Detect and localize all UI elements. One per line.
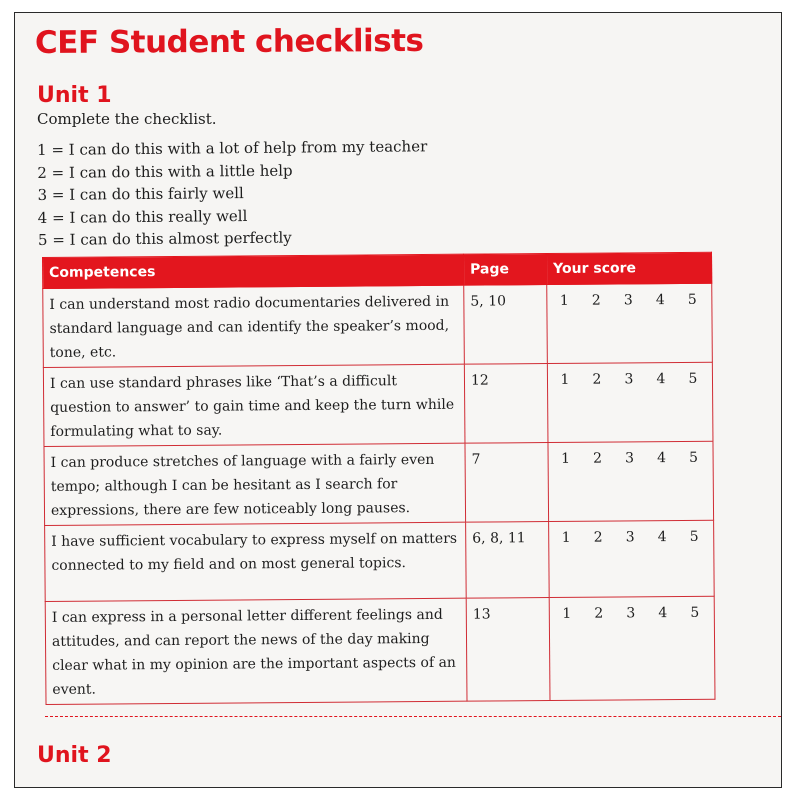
score-option[interactable]: 5 bbox=[690, 604, 700, 621]
header-competences: Competences bbox=[43, 254, 464, 288]
score-option[interactable]: 3 bbox=[626, 605, 636, 622]
checklist-table-wrapper bbox=[42, 252, 715, 705]
score-cell bbox=[548, 441, 714, 521]
score-option[interactable]: 4 bbox=[657, 450, 667, 467]
score-option[interactable]: 2 bbox=[593, 450, 603, 467]
competence-cell: I can express in a personal letter different feelings and attitudes, and can report the news of the day making clear what in my opinion are the important aspects of an event. bbox=[45, 598, 467, 704]
score-option[interactable]: 2 bbox=[591, 292, 601, 309]
score-option[interactable]: 4 bbox=[657, 529, 667, 546]
score-cell bbox=[549, 520, 715, 597]
score-option[interactable]: 3 bbox=[625, 529, 635, 546]
score-option[interactable]: 1 bbox=[560, 371, 570, 388]
table-row bbox=[43, 362, 713, 446]
page-title: CEF Student checklists bbox=[34, 22, 424, 61]
score-option[interactable]: 1 bbox=[561, 529, 571, 546]
header-page: Page bbox=[463, 254, 546, 286]
unit-2-heading: Unit 2 bbox=[37, 743, 112, 768]
score-option[interactable]: 4 bbox=[658, 605, 668, 622]
competence-cell: I can understand most radio documentaries delivered in standard language and can identify the speaker’s mood, tone, etc. bbox=[43, 285, 465, 367]
competence-cell: I can use standard phrases like ‘That’s a difficult question to answer’ to gain time and keep the turn while formulating what to say. bbox=[43, 364, 465, 446]
header-score: Your score bbox=[546, 252, 711, 284]
score-option[interactable]: 5 bbox=[687, 291, 697, 308]
score-cell bbox=[547, 362, 713, 442]
score-option[interactable]: 3 bbox=[624, 371, 634, 388]
score-option[interactable]: 3 bbox=[623, 292, 633, 309]
legend-item: 3 = I can do this fairly well bbox=[37, 184, 244, 205]
legend-item: 1 = I can do this with a lot of help from my teacher bbox=[37, 137, 428, 159]
page-cell: 13 bbox=[466, 598, 550, 702]
page-cell: 5, 10 bbox=[464, 285, 548, 365]
score-option[interactable]: 5 bbox=[689, 528, 699, 545]
instruction: Complete the checklist. bbox=[37, 110, 217, 128]
section-divider bbox=[45, 716, 781, 717]
score-option[interactable]: 1 bbox=[562, 605, 572, 622]
score-option[interactable]: 5 bbox=[689, 449, 699, 466]
unit-1-heading: Unit 1 bbox=[37, 83, 112, 108]
table-row bbox=[45, 520, 715, 601]
legend-item: 4 = I can do this really well bbox=[37, 206, 248, 227]
score-option[interactable]: 2 bbox=[594, 605, 604, 622]
table-row bbox=[45, 596, 715, 704]
score-cell bbox=[549, 596, 715, 700]
score-option[interactable]: 2 bbox=[592, 371, 602, 388]
page bbox=[14, 12, 782, 788]
score-option[interactable]: 4 bbox=[655, 292, 665, 309]
competence-cell: I have sufficient vocabulary to express myself on matters connected to my field and on most general topics. bbox=[45, 522, 467, 601]
competence-cell: I can produce stretches of language with a fairly even tempo; although I can be hesitant as I search for expressions, there are few noticeably long pauses. bbox=[44, 443, 466, 525]
table-row bbox=[44, 441, 714, 525]
legend-item: 5 = I can do this almost perfectly bbox=[37, 228, 292, 250]
legend-item: 2 = I can do this with a little help bbox=[37, 161, 293, 182]
page-cell: 12 bbox=[464, 364, 548, 444]
score-option[interactable]: 3 bbox=[625, 450, 635, 467]
score-option[interactable]: 1 bbox=[559, 292, 569, 309]
page-cell: 7 bbox=[465, 443, 549, 523]
score-option[interactable]: 5 bbox=[688, 370, 698, 387]
score-legend bbox=[37, 135, 428, 252]
score-cell bbox=[547, 283, 713, 363]
score-option[interactable]: 4 bbox=[656, 371, 666, 388]
page-cell: 6, 8, 11 bbox=[466, 522, 550, 599]
checklist-table bbox=[42, 252, 715, 705]
table-row bbox=[43, 283, 713, 367]
score-option[interactable]: 2 bbox=[593, 529, 603, 546]
score-option[interactable]: 1 bbox=[561, 450, 571, 467]
